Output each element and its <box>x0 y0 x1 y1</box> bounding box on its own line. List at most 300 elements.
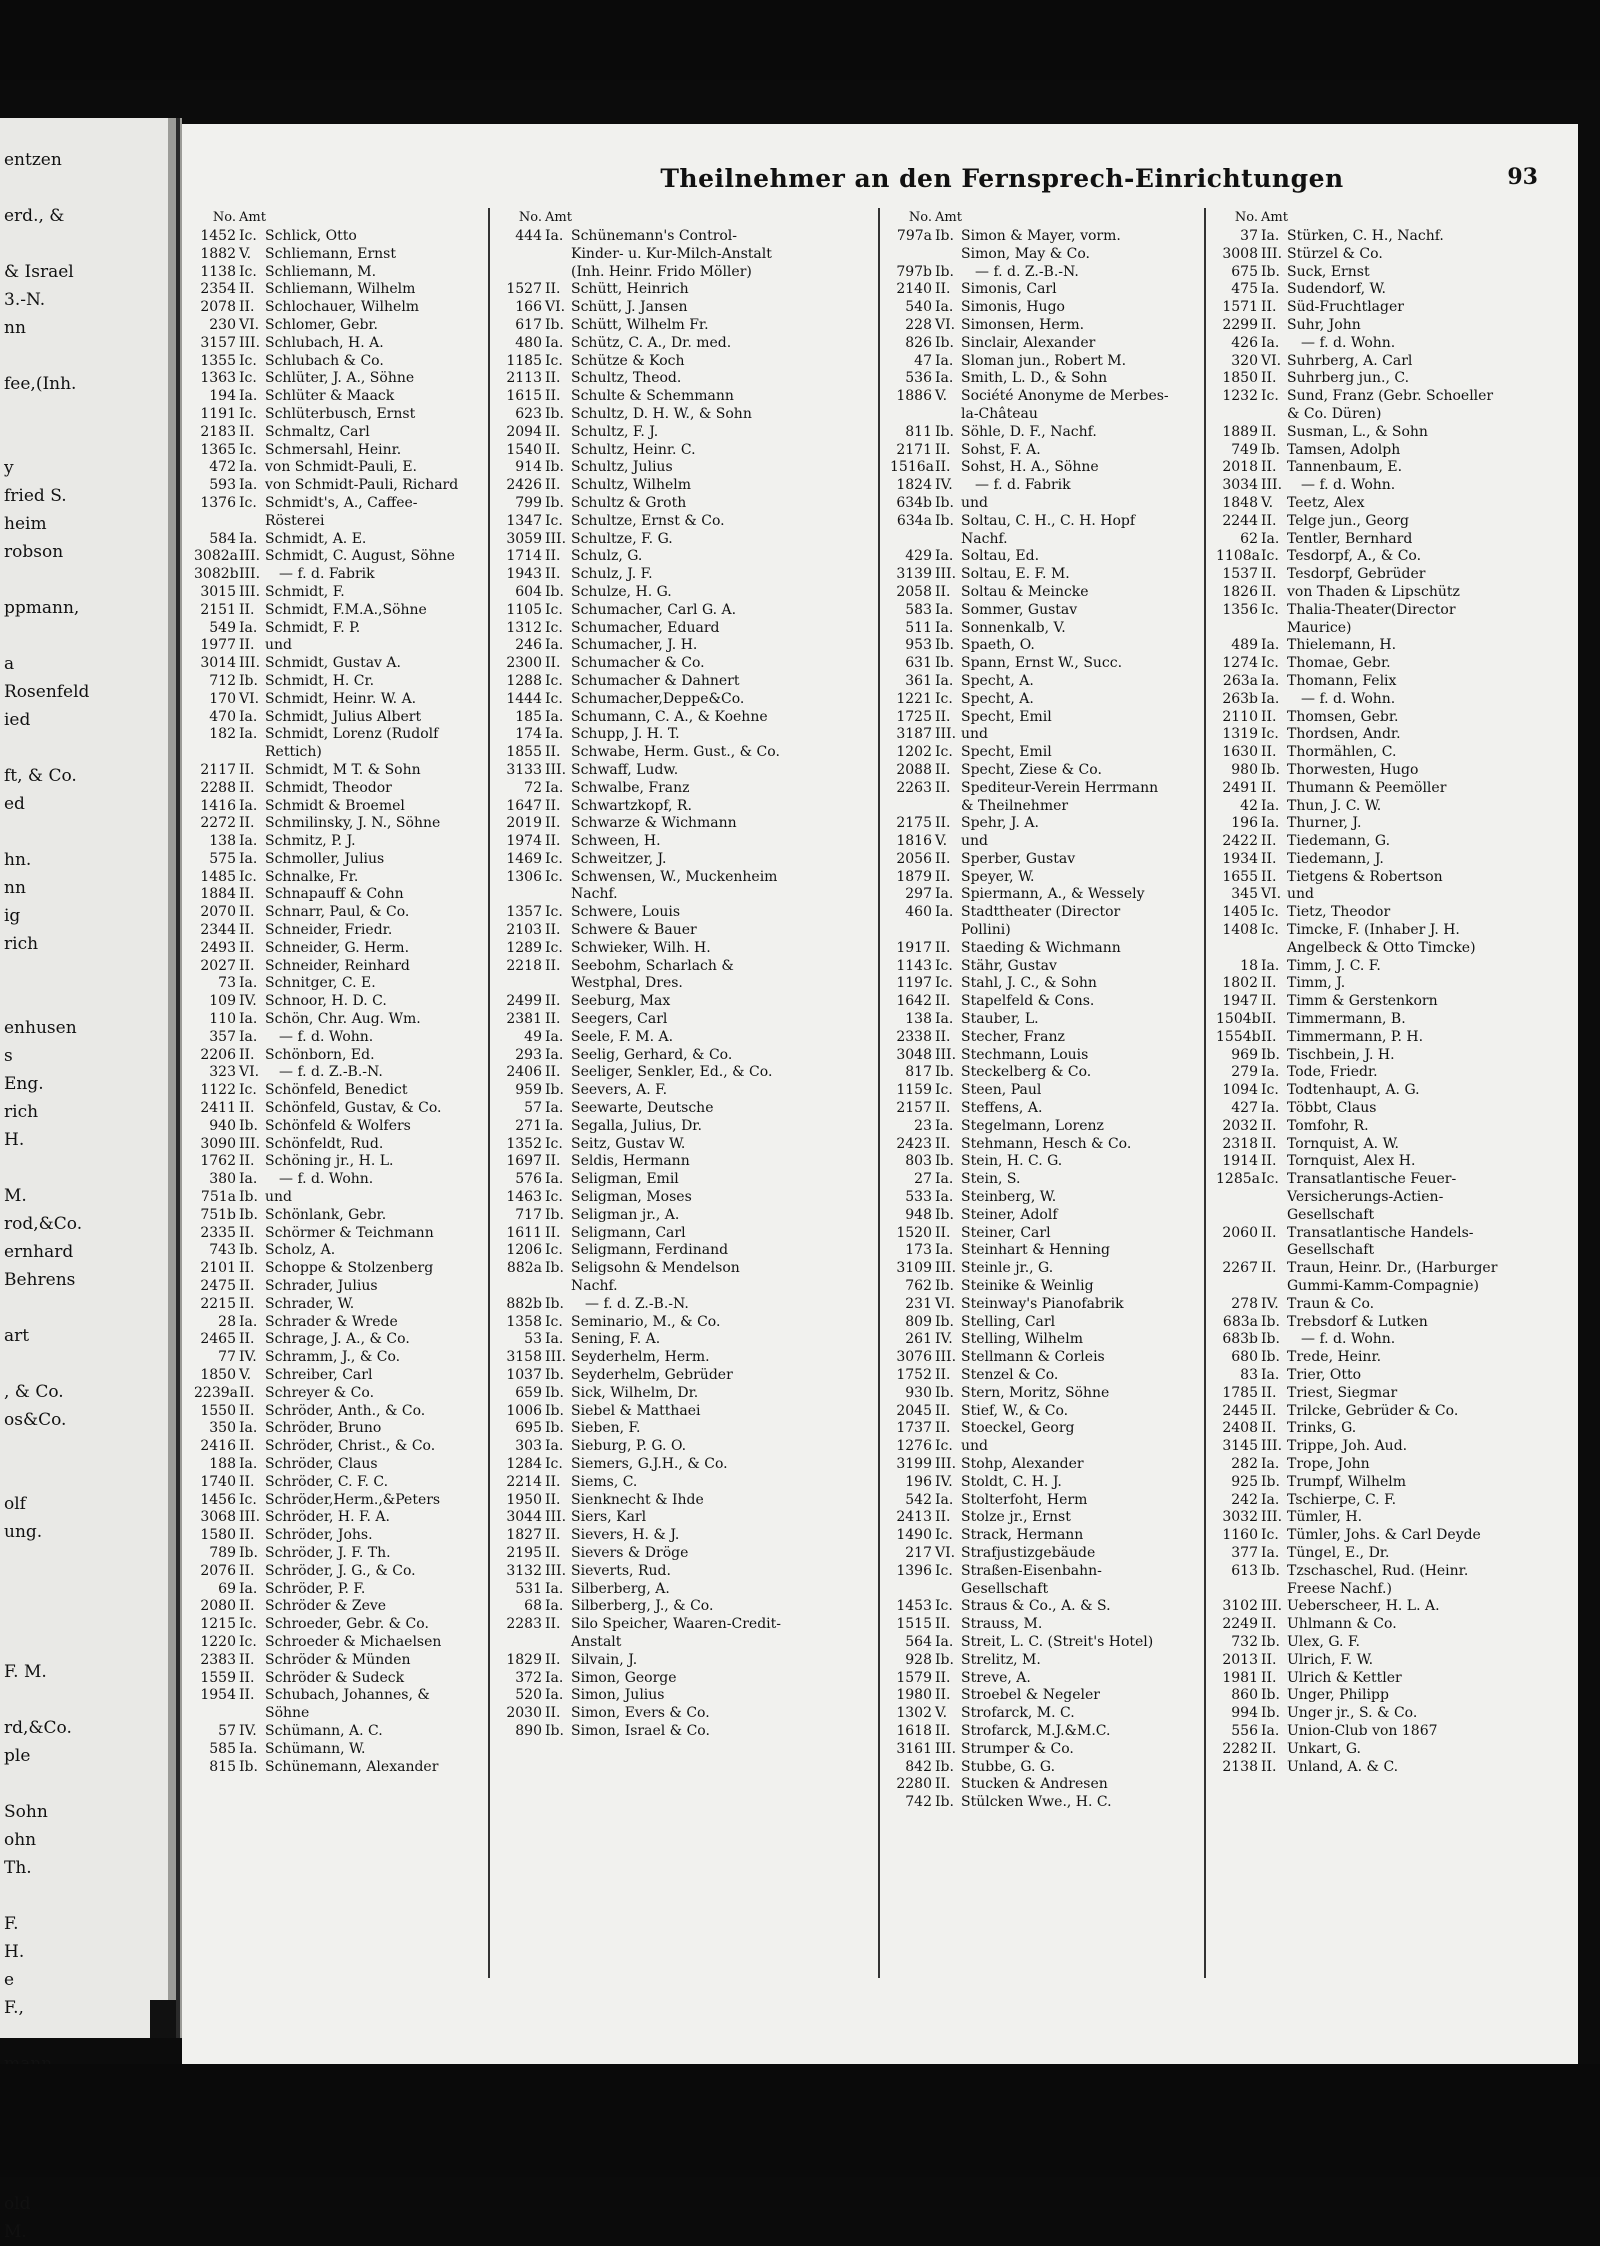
entry-exchange: Ia. <box>545 637 564 654</box>
entry-name: Steinberg, W. <box>961 1189 1057 1206</box>
entry-number: 1882 <box>200 245 236 262</box>
entry-number: 564 <box>905 1633 932 1650</box>
entry-number: 278 <box>1231 1295 1258 1312</box>
entry-number: 1886 <box>896 388 932 405</box>
directory-entry <box>500 1723 782 1741</box>
entry-exchange: III. <box>935 1349 957 1366</box>
directory-entry <box>500 780 782 798</box>
directory-entry <box>500 1652 782 1670</box>
entry-name: Seligman, Emil <box>571 1171 679 1188</box>
left-page-fragment <box>0 1462 168 1490</box>
entry-exchange: Ic. <box>545 1313 563 1330</box>
entry-exchange: II. <box>935 779 951 796</box>
directory-entry <box>1216 1759 1498 1777</box>
directory-entry <box>1216 1527 1498 1545</box>
entry-exchange: II. <box>935 1367 951 1383</box>
entry-exchange: Ic. <box>1261 548 1279 565</box>
left-page-fragment <box>0 1574 168 1602</box>
entry-number: 732 <box>1231 1633 1258 1650</box>
directory-entry <box>1216 1456 1498 1474</box>
entry-number: 2027 <box>200 957 236 974</box>
entry-number: 811 <box>905 423 932 440</box>
entry-exchange: III. <box>1261 1598 1283 1615</box>
left-page-fragment <box>0 1686 168 1714</box>
left-page-fragment <box>0 1154 168 1182</box>
left-page-fragment: ung. <box>4 1522 43 1542</box>
entry-exchange: II. <box>239 1651 255 1668</box>
entry-number: 1221 <box>896 690 932 707</box>
entry-name: Tomfohr, R. <box>1287 1117 1369 1134</box>
entry-name: Schröder, Christ., & Co. <box>265 1438 436 1455</box>
entry-exchange: Ib. <box>1261 1349 1280 1366</box>
directory-entry <box>890 353 1172 371</box>
entry-exchange: II. <box>239 1669 255 1686</box>
directory-entry <box>194 424 476 442</box>
entry-number: 1554b <box>1216 1028 1261 1045</box>
entry-name: Sening, F. A. <box>571 1331 661 1348</box>
entry-exchange: II. <box>1261 1153 1277 1170</box>
entry-number: 185 <box>515 708 542 725</box>
entry-name: Trumpf, Wilhelm <box>1287 1473 1407 1490</box>
entry-number: 751a <box>200 1189 236 1206</box>
entry-number: 2318 <box>1222 1135 1258 1152</box>
entry-exchange: Ib. <box>1261 263 1280 280</box>
directory-entry <box>500 869 782 905</box>
entry-number: 2094 <box>506 423 542 440</box>
entry-name: Schlüter, J. A., Söhne <box>265 370 415 387</box>
entry-exchange: V. <box>1261 494 1274 511</box>
entry-exchange: VI. <box>935 316 956 333</box>
entry-number: 3015 <box>200 583 236 600</box>
entry-name: Simon, Julius <box>571 1687 665 1704</box>
left-page-fragment <box>0 398 168 426</box>
left-page-fragment <box>0 1294 168 1322</box>
entry-number: 3199 <box>896 1455 932 1472</box>
directory-entry <box>194 1509 476 1527</box>
entry-exchange: VI. <box>1261 352 1282 369</box>
entry-number: 583 <box>905 601 932 618</box>
entry-number: 1855 <box>506 744 542 761</box>
entry-name: Tümler, H. <box>1287 1509 1363 1526</box>
entry-exchange: II. <box>1261 566 1277 583</box>
entry-exchange: II. <box>935 1776 951 1793</box>
directory-entry <box>890 1670 1172 1688</box>
directory-entry <box>890 780 1172 816</box>
entry-number: 444 <box>515 228 542 244</box>
entry-number: 914 <box>515 459 542 476</box>
entry-number: 1816 <box>896 833 932 850</box>
entry-number: 69 <box>218 1580 236 1597</box>
entry-exchange: II. <box>935 1669 951 1686</box>
entry-number: 2288 <box>200 779 236 796</box>
entry-number: 1302 <box>896 1705 932 1722</box>
directory-entry <box>890 744 1172 762</box>
directory-entry <box>194 1545 476 1563</box>
entry-number: 1737 <box>896 1420 932 1437</box>
entry-exchange: III. <box>935 1455 957 1472</box>
directory-entry <box>194 584 476 602</box>
entry-exchange: Ic. <box>935 1082 953 1099</box>
directory-entry <box>194 1670 476 1688</box>
entry-exchange: Ia. <box>935 619 954 636</box>
directory-entry <box>890 993 1172 1011</box>
directory-entry <box>1216 1563 1498 1599</box>
entry-name: Stechmann, Louis <box>961 1046 1089 1063</box>
entry-name: Schultz, D. H. W., & Sohn <box>571 405 752 422</box>
page-header <box>182 164 1578 194</box>
entry-exchange: Ia. <box>1261 797 1280 814</box>
entry-exchange: Ic. <box>1261 1171 1279 1188</box>
entry-exchange: II. <box>239 1473 255 1490</box>
entry-name: Schlüterbusch, Ernst <box>265 405 416 422</box>
directory-entry <box>500 958 782 994</box>
entry-number: 2103 <box>506 922 542 939</box>
entry-exchange: II. <box>545 993 561 1010</box>
left-page-fragment: 3.-N. <box>4 290 46 310</box>
left-page-fragment: ed <box>4 794 25 814</box>
directory-entry <box>194 958 476 976</box>
entry-exchange: IV. <box>935 1331 953 1348</box>
entry-number: 3059 <box>506 530 542 547</box>
entry-number: 1981 <box>1222 1669 1258 1686</box>
entry-exchange: III. <box>239 655 261 672</box>
left-page-fragment: Eng. <box>4 1074 44 1094</box>
entry-exchange: II. <box>935 459 951 476</box>
entry-number: 1762 <box>200 1153 236 1170</box>
entry-name: Schultz, F. J. <box>571 423 659 440</box>
entry-exchange: Ia. <box>545 1028 564 1045</box>
entry-number: 2030 <box>506 1705 542 1722</box>
directory-entry <box>890 726 1172 744</box>
directory-entry <box>890 1118 1172 1136</box>
entry-name: Schultz, Wilhelm <box>571 477 691 494</box>
entry-number: 1463 <box>506 1189 542 1206</box>
entry-name: Schwartzkopf, R. <box>571 797 692 814</box>
entry-number: 1977 <box>200 637 236 654</box>
directory-entry <box>1216 1314 1498 1332</box>
entry-name: Sperber, Gustav <box>961 850 1076 867</box>
entry-exchange: Ia. <box>1261 1100 1280 1117</box>
entry-number: 809 <box>905 1313 932 1330</box>
directory-entry <box>500 1705 782 1723</box>
entry-number: 1516a <box>890 459 934 476</box>
left-page-fragment <box>0 1434 168 1462</box>
directory-page <box>182 124 1578 2064</box>
entry-exchange: II. <box>239 815 255 832</box>
entry-number: 2045 <box>896 1402 932 1419</box>
directory-entry <box>194 1153 476 1171</box>
entry-name: Schlochauer, Wilhelm <box>265 299 420 316</box>
entry-number: 1456 <box>200 1491 236 1508</box>
entry-number: 2171 <box>896 441 932 458</box>
entry-exchange: Ia. <box>545 779 564 796</box>
directory-entry <box>890 1296 1172 1314</box>
entry-name: Schweitzer, J. <box>571 850 667 867</box>
entry-exchange: Ia. <box>935 1189 954 1206</box>
entry-name: Steen, Paul <box>961 1082 1042 1099</box>
directory-entry <box>500 1171 782 1189</box>
directory-entry <box>500 815 782 833</box>
entry-name: Silo Speicher, Waaren-Credit-Anstalt <box>571 1616 782 1650</box>
left-page-fragment: old <box>4 2194 31 2214</box>
left-page-fragment <box>0 230 168 258</box>
entry-number: 2383 <box>200 1651 236 1668</box>
entry-number: 1490 <box>896 1527 932 1544</box>
entry-exchange: Ia. <box>1261 1722 1280 1739</box>
directory-entry <box>500 1225 782 1243</box>
entry-number: 1714 <box>506 548 542 565</box>
entry-number: 1160 <box>1222 1527 1258 1544</box>
entry-number: 28 <box>218 1313 236 1330</box>
entry-name: Simonis, Carl <box>961 281 1057 298</box>
entry-name: — f. d. Wohn. <box>279 1171 374 1188</box>
directory-entry <box>194 940 476 958</box>
entry-number: 2218 <box>506 957 542 974</box>
entry-number: 1138 <box>200 263 236 280</box>
entry-exchange: III. <box>239 1509 261 1526</box>
entry-exchange: III. <box>545 1349 567 1366</box>
entry-name: Schultz & Groth <box>571 494 687 511</box>
directory-entry <box>1216 1723 1498 1741</box>
entry-number: 762 <box>905 1278 932 1295</box>
entry-name: Schmidt, F.M.A.,Söhne <box>265 601 427 618</box>
entry-exchange: Ia. <box>1261 1491 1280 1508</box>
entry-exchange: Ic. <box>239 1616 257 1633</box>
entry-number: 77 <box>218 1349 236 1366</box>
directory-entry <box>500 673 782 691</box>
entry-number: 323 <box>209 1064 236 1081</box>
entry-name: Sieben, F. <box>571 1420 641 1437</box>
left-page-fragment: H. <box>4 1942 25 1962</box>
entry-number: 2110 <box>1222 708 1258 725</box>
entry-name: Trope, John <box>1287 1455 1370 1472</box>
entry-exchange: II. <box>935 868 951 885</box>
entry-exchange: III. <box>1261 477 1283 494</box>
entry-exchange: Ic. <box>1261 388 1279 405</box>
entry-name: Strofarck, M. C. <box>961 1705 1075 1722</box>
entry-number: 49 <box>524 1028 542 1045</box>
entry-exchange: II. <box>1261 1616 1277 1633</box>
entry-exchange: Ia. <box>1261 334 1280 351</box>
directory-entry <box>194 264 476 282</box>
entry-number: 372 <box>515 1669 542 1686</box>
entry-number: 969 <box>1231 1046 1258 1063</box>
entry-number: 1611 <box>506 1224 542 1241</box>
entry-number: 2422 <box>1222 833 1258 850</box>
entry-number: 1358 <box>506 1313 542 1330</box>
entry-number: 472 <box>209 459 236 476</box>
entry-number: 2101 <box>200 1260 236 1277</box>
scan-bottom-border <box>0 2064 1600 2177</box>
entry-exchange: Ic. <box>239 494 257 511</box>
entry-name: Suhrberg, A. Carl <box>1287 352 1413 369</box>
directory-entry <box>890 1367 1172 1385</box>
entry-exchange: II. <box>1261 370 1277 387</box>
entry-name: Stief, W., & Co. <box>961 1402 1069 1419</box>
directory-entry <box>890 1598 1172 1616</box>
entry-name: Seelig, Gerhard, & Co. <box>571 1046 733 1063</box>
entry-number: 72 <box>524 779 542 796</box>
entry-number: 1954 <box>200 1687 236 1704</box>
entry-name: und <box>265 1189 292 1206</box>
directory-entry <box>194 726 476 762</box>
entry-exchange: Ia. <box>935 548 954 565</box>
directory-entry <box>500 1011 782 1029</box>
directory-entry <box>1216 798 1498 816</box>
directory-entry <box>194 869 476 887</box>
entry-exchange: Ib. <box>935 1313 954 1330</box>
entry-number: 3158 <box>506 1349 542 1366</box>
entry-name: Schrage, J. A., & Co. <box>265 1331 410 1348</box>
entry-exchange: III. <box>545 1562 567 1579</box>
entry-number: 1122 <box>200 1082 236 1099</box>
directory-entry <box>1216 975 1498 993</box>
directory-entry <box>890 1314 1172 1332</box>
left-page-fragment: olf <box>4 1494 26 1514</box>
directory-entry <box>500 1616 782 1652</box>
entry-exchange: Ib. <box>545 1206 564 1223</box>
entry-name: Uhlmann & Co. <box>1287 1616 1397 1633</box>
entry-name: Teetz, Alex <box>1287 494 1365 511</box>
entry-name: Silvain, J. <box>571 1651 638 1668</box>
entry-exchange: V. <box>935 1705 948 1722</box>
entry-name: Simon, Evers & Co. <box>571 1705 710 1722</box>
entry-number: 1452 <box>200 228 236 244</box>
entry-name: — f. d. Wohn. <box>1301 1331 1396 1348</box>
entry-exchange: Ia. <box>1261 530 1280 547</box>
entry-exchange: Ib. <box>935 1064 954 1081</box>
entry-name: Schwieker, Wilh. H. <box>571 939 711 956</box>
directory-entry <box>500 1153 782 1171</box>
directory-entry <box>890 1652 1172 1670</box>
directory-column-1 <box>194 208 476 1776</box>
directory-entry <box>890 975 1172 993</box>
directory-entry <box>1216 353 1498 371</box>
entry-exchange: Ic. <box>545 904 563 921</box>
entry-number: 110 <box>209 1011 236 1028</box>
entry-number: 634b <box>896 494 932 511</box>
left-page-fragment <box>0 566 168 594</box>
entry-number: 2151 <box>200 601 236 618</box>
entry-name: Schütt, Wilhelm Fr. <box>571 316 709 333</box>
entry-exchange: II. <box>1261 1224 1277 1241</box>
directory-entry <box>1216 726 1498 744</box>
directory-entry <box>1216 1616 1498 1634</box>
entry-name: Specht, A. <box>961 672 1034 689</box>
column-header <box>890 208 1172 228</box>
entry-exchange: Ib. <box>239 672 258 689</box>
entry-number: 1376 <box>200 494 236 511</box>
entry-name: Sudendorf, W. <box>1287 281 1386 298</box>
entry-exchange: Ia. <box>239 975 258 992</box>
directory-entry <box>890 1064 1172 1082</box>
entry-exchange: Ia. <box>1261 281 1280 298</box>
entry-number: 345 <box>1231 886 1258 903</box>
entry-number: 47 <box>914 352 932 369</box>
entry-number: 246 <box>515 637 542 654</box>
entry-name: Susman, L., & Sohn <box>1287 423 1428 440</box>
left-page-fragment: rich <box>4 934 39 954</box>
entry-name: Schwaff, Ludw. <box>571 761 679 778</box>
entry-exchange: II. <box>545 922 561 939</box>
entry-number: 826 <box>905 334 932 351</box>
directory-entry <box>500 1438 782 1456</box>
entry-number: 460 <box>905 904 932 921</box>
entry-exchange: Ia. <box>545 1171 564 1188</box>
entry-name: Simon & Mayer, vorm. Simon, May & Co. <box>961 228 1121 262</box>
directory-entry <box>194 620 476 638</box>
entry-name: — f. d. Z.-B.-N. <box>279 1064 383 1081</box>
entry-number: 271 <box>515 1117 542 1134</box>
entry-number: 789 <box>209 1544 236 1561</box>
entry-name: Stelling, Carl <box>961 1313 1056 1330</box>
entry-name: Süd-Fruchtlager <box>1287 299 1404 316</box>
entry-exchange: II. <box>545 370 561 387</box>
column-header-amt: Amt <box>545 210 572 225</box>
entry-exchange: II. <box>239 939 255 956</box>
entry-exchange: Ia. <box>545 1669 564 1686</box>
entry-number: 228 <box>905 316 932 333</box>
directory-entry <box>500 1687 782 1705</box>
directory-entry <box>500 602 782 620</box>
directory-entry <box>1216 1598 1498 1616</box>
entry-exchange: II. <box>935 441 951 458</box>
directory-entry <box>194 388 476 406</box>
entry-number: 2408 <box>1222 1420 1258 1437</box>
entry-exchange: Ib. <box>239 1242 258 1259</box>
directory-entry <box>1216 1349 1498 1367</box>
entry-number: 57 <box>218 1722 236 1739</box>
left-page-fragment: Behrens <box>4 1270 76 1290</box>
entry-number: 3109 <box>896 1260 932 1277</box>
entry-number: 480 <box>515 334 542 351</box>
entry-number: 575 <box>209 850 236 867</box>
entry-exchange: Ia. <box>239 1580 258 1597</box>
directory-entry <box>890 1047 1172 1065</box>
entry-number: 540 <box>905 299 932 316</box>
directory-entry <box>1216 1634 1498 1652</box>
entry-name: Spediteur-Verein Herrmann & Theilnehmer <box>961 779 1159 814</box>
entry-exchange: II. <box>239 886 255 903</box>
entry-name: Schneider, G. Herm. <box>265 939 410 956</box>
entry-name: Thurner, J. <box>1287 815 1362 832</box>
directory-entry <box>194 602 476 620</box>
entry-number: 263a <box>1222 672 1258 689</box>
directory-entry <box>1216 673 1498 691</box>
directory-entry <box>500 459 782 477</box>
entry-name: Schumacher & Co. <box>571 655 705 672</box>
entry-name: Seldis, Hermann <box>571 1153 690 1170</box>
entry-name: Sommer, Gustav <box>961 601 1078 618</box>
directory-entry <box>890 904 1172 940</box>
entry-number: 531 <box>515 1580 542 1597</box>
entry-number: 797a <box>896 228 932 244</box>
left-page-fragment: Sohn <box>4 1802 48 1822</box>
entry-exchange: II. <box>935 993 951 1010</box>
directory-entry <box>500 1242 782 1260</box>
entry-name: Specht, Emil <box>961 708 1052 725</box>
directory-entry <box>1216 1047 1498 1065</box>
directory-entry <box>890 1438 1172 1456</box>
entry-name: Stubbe, G. G. <box>961 1758 1056 1775</box>
entry-exchange: Ic. <box>239 441 257 458</box>
entry-exchange: III. <box>545 761 567 778</box>
entry-exchange: II. <box>545 281 561 298</box>
entry-name: Stehmann, Hesch & Co. <box>961 1135 1132 1152</box>
entry-number: 3161 <box>896 1740 932 1757</box>
entry-number: 1504b <box>1216 1011 1261 1028</box>
entry-name: — f. d. Z.-B.-N. <box>975 263 1079 280</box>
